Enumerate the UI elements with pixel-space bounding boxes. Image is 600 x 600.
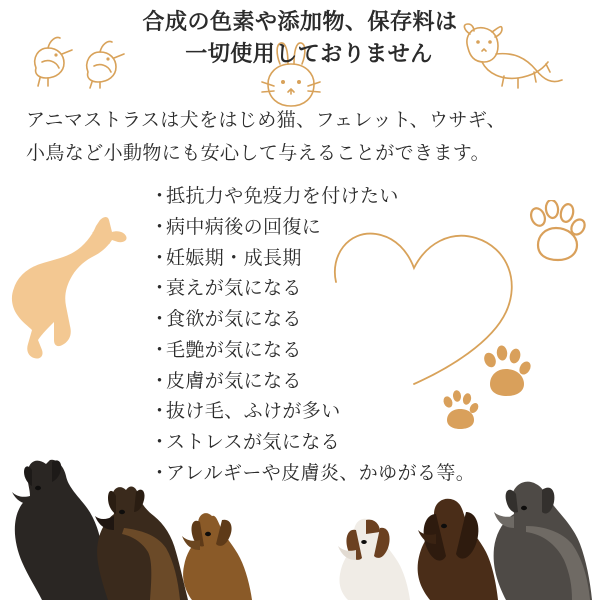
page-title bbox=[0, 6, 600, 70]
list-item bbox=[150, 213, 475, 244]
list-item-label: 皮膚が気になる bbox=[166, 370, 302, 392]
dog-beagle bbox=[330, 510, 422, 600]
headline-line-2: 一切使用しておりません bbox=[185, 40, 433, 66]
list-item-label: 食欲が気になる bbox=[166, 309, 302, 331]
bullet-marker: ・ bbox=[150, 401, 170, 423]
bullet-marker: ・ bbox=[150, 247, 170, 269]
list-item-label: 抜け毛、ふけが多い bbox=[166, 401, 341, 423]
bullet-marker: ・ bbox=[150, 339, 170, 361]
list-item-label: ストレスが気になる bbox=[166, 432, 341, 454]
bullet-marker: ・ bbox=[150, 462, 170, 484]
list-item-label: 病中病後の回復に bbox=[166, 216, 322, 238]
benefit-list bbox=[150, 182, 475, 490]
list-item bbox=[150, 367, 475, 398]
bullet-marker: ・ bbox=[150, 186, 170, 207]
dog-photo-band bbox=[0, 450, 600, 600]
list-item bbox=[150, 336, 475, 367]
list-item bbox=[150, 305, 475, 336]
lead-line-1: アニマストラスは犬をはじめ猫、フェレット、ウサギ、 bbox=[26, 110, 506, 131]
list-item bbox=[150, 182, 475, 213]
list-item-label: 抵抗力や免疫力を付けたい bbox=[166, 186, 399, 207]
bullet-marker: ・ bbox=[150, 216, 170, 238]
paw-print-medium bbox=[480, 345, 532, 404]
dog-shiba bbox=[486, 478, 600, 600]
lead-line-2: 小鳥など小動物にも安心して与えることができます。 bbox=[26, 143, 491, 165]
headline-line-1: 合成の色素や添加物、保存料は bbox=[142, 9, 458, 34]
lead-paragraph bbox=[26, 104, 574, 171]
dog-dachshund bbox=[172, 504, 264, 600]
cat-silhouette bbox=[8, 210, 148, 365]
list-item bbox=[150, 274, 475, 305]
list-item-label: 衰えが気になる bbox=[166, 278, 302, 300]
bullet-marker: ・ bbox=[150, 432, 170, 454]
bullet-marker: ・ bbox=[150, 278, 170, 300]
list-item-label: アレルギーや皮膚炎、かゆがる等。 bbox=[166, 462, 476, 484]
list-item-label: 毛艶が気になる bbox=[166, 339, 302, 361]
paw-print-large bbox=[525, 200, 587, 269]
list-item bbox=[150, 244, 475, 275]
bullet-marker: ・ bbox=[150, 370, 170, 392]
list-item bbox=[150, 397, 475, 428]
bullet-marker: ・ bbox=[150, 309, 170, 331]
list-item-label: 妊娠期・成長期 bbox=[166, 247, 302, 269]
